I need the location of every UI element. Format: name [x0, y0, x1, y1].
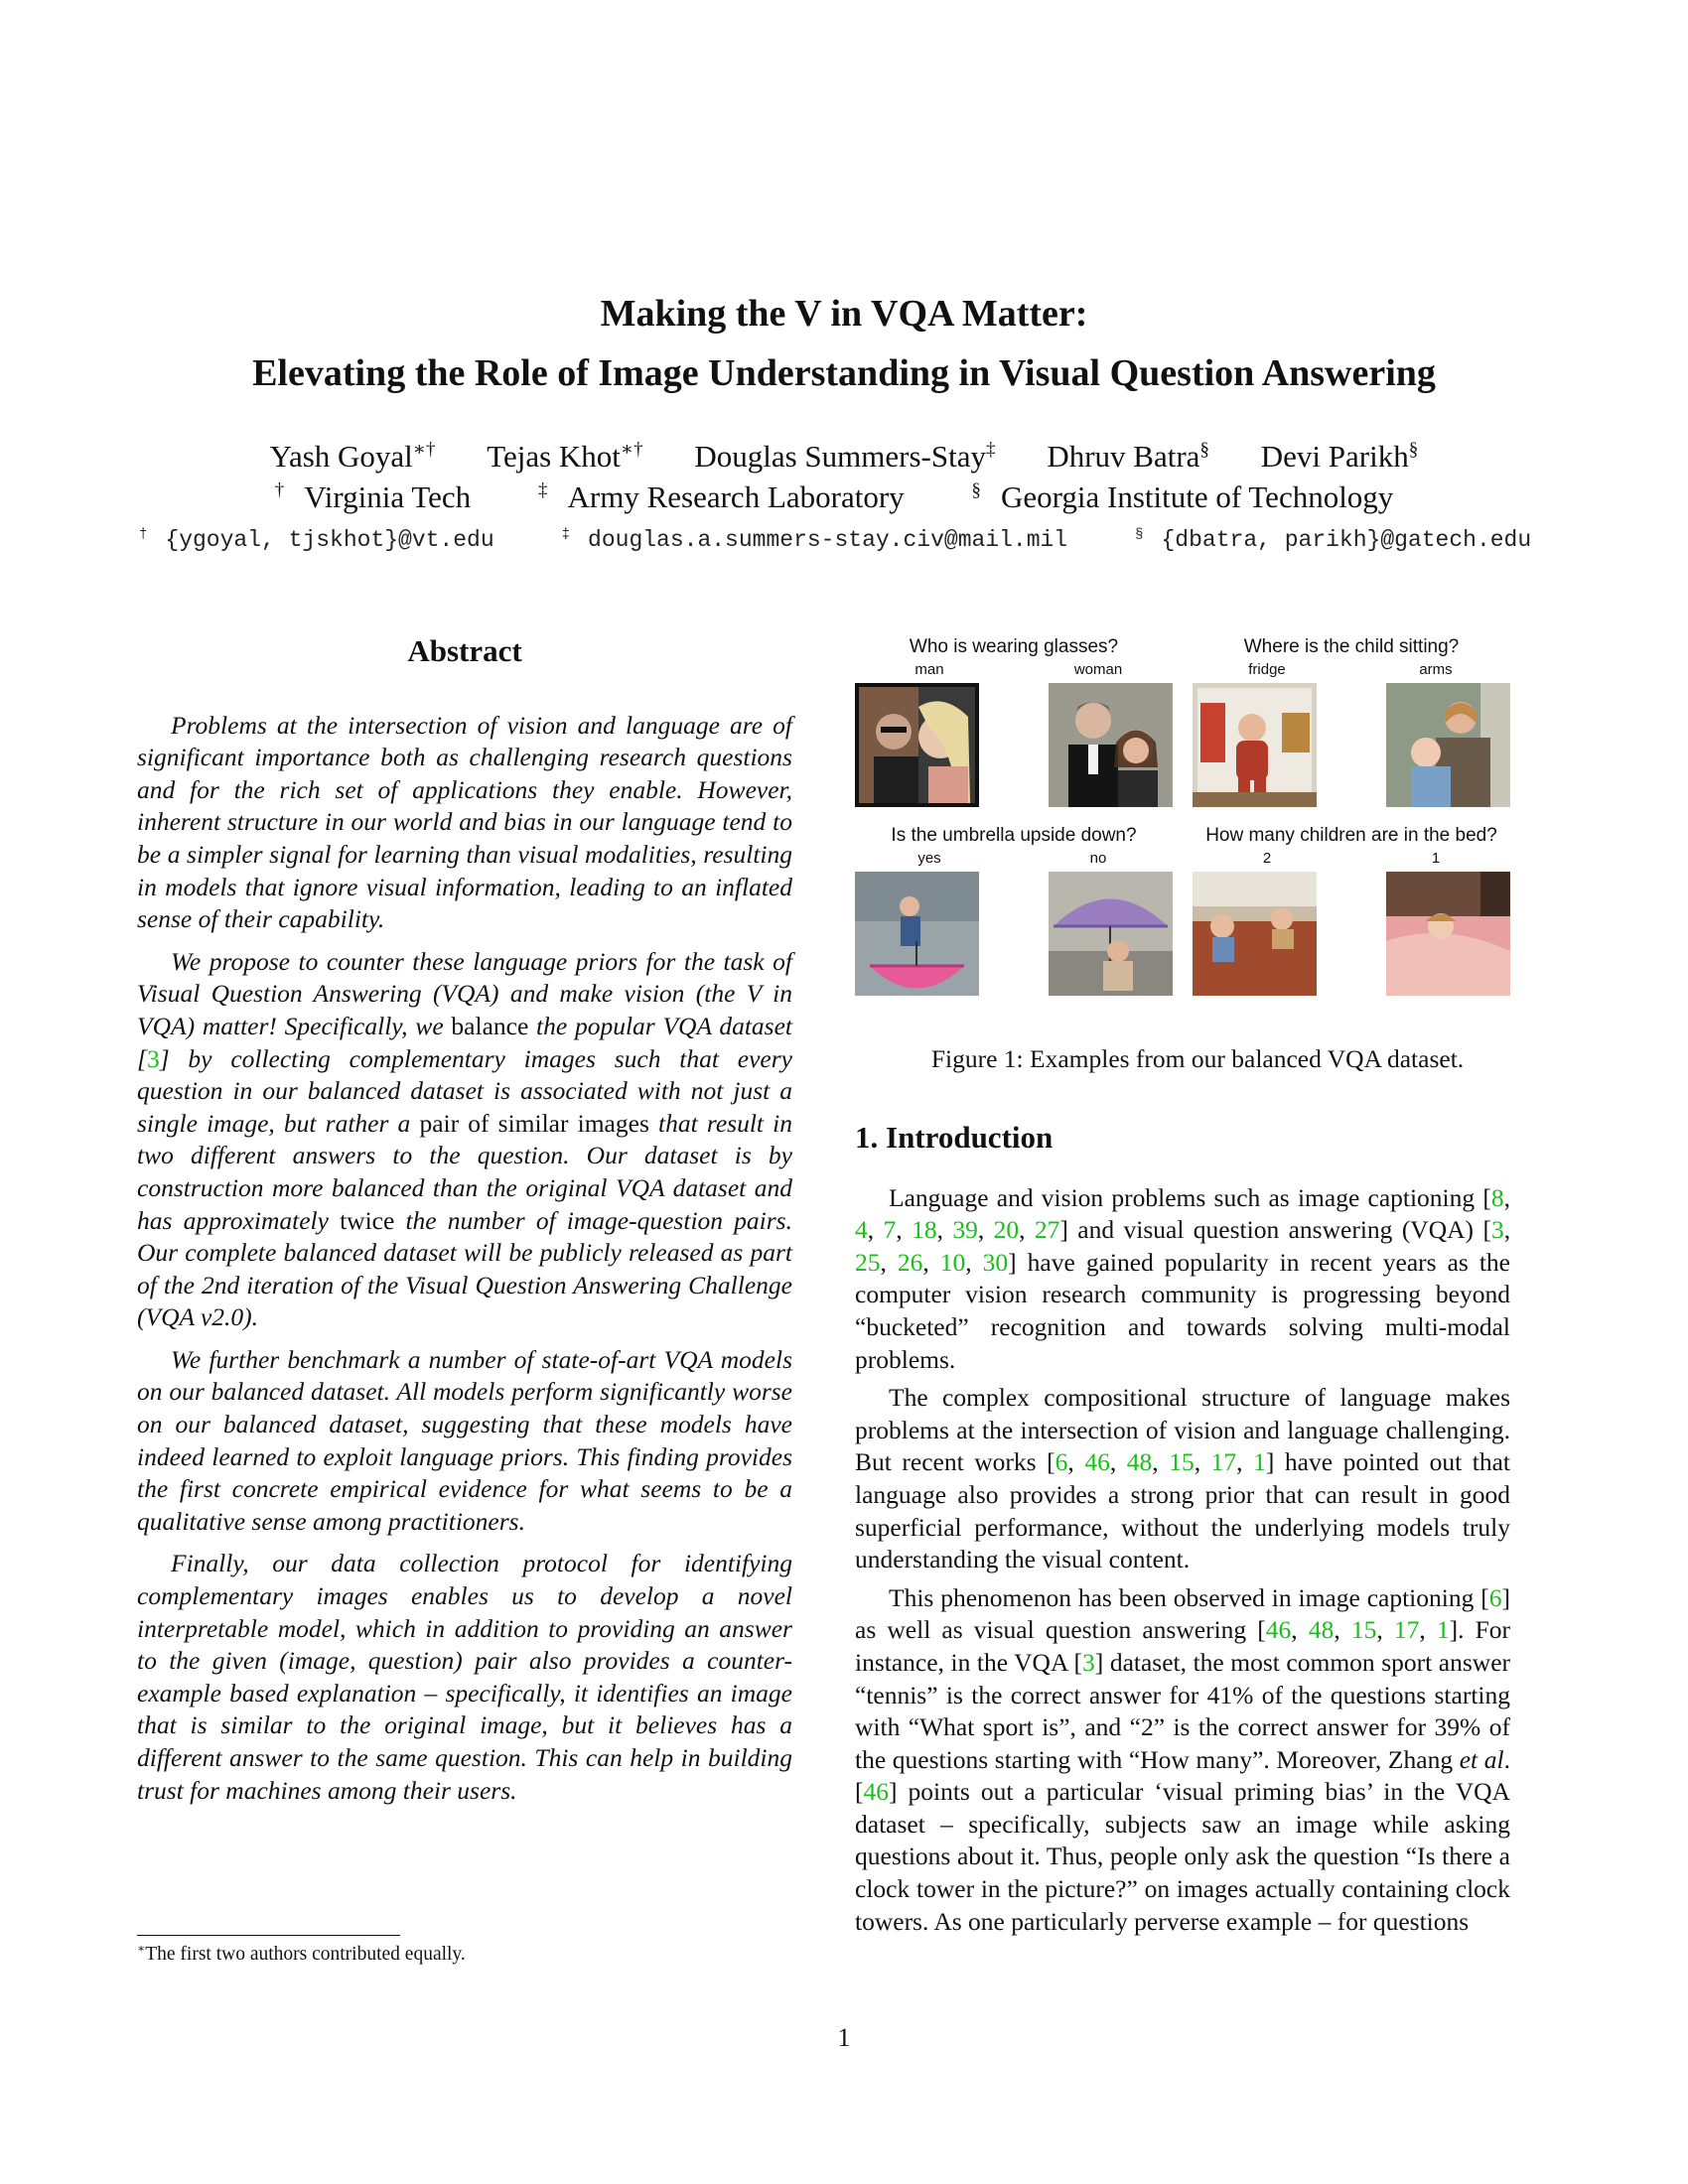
figure-question: Who is wearing glasses?	[909, 636, 1119, 657]
figure-example-child-sitting	[1193, 635, 1510, 807]
figure-example-children-bed	[1193, 824, 1510, 996]
citation-link[interactable]: 17	[1210, 1447, 1237, 1477]
citation-link[interactable]: 17	[1393, 1615, 1420, 1645]
affiliation: ‡ Army Research Laboratory	[537, 479, 905, 514]
citation-link[interactable]: 3	[146, 1043, 160, 1073]
abstract-paragraph: Finally, our data collection protocol for identifying complementary images enables us to develop a novel interpretable model, which in addition to providing an answer to the given (image, question) pair also provides a counter-example based explanation – specifically, it identifies an image that is similar to the original image, but it believes has a different answer to the same question. This can help in building trust for machines among their users.	[137, 1549, 792, 1805]
citation-link[interactable]: 8	[1490, 1182, 1504, 1212]
intro-paragraph: Language and vision problems such as image captioning [8, 4, 7, 18, 39, 20, 27] and visual question answering (VQA) [3, 25, 26, 10, 30] have gained popularity in recent years as the computer vision research community is progressing beyond “bucketed” recognition and towards solving multi-modal problems.	[855, 1182, 1511, 1374]
figure-answer: 2	[1262, 850, 1272, 867]
citation-link[interactable]: 1	[1436, 1615, 1450, 1645]
abstract-paragraph: Problems at the intersection of vision and language are of significant importance both as challenging research questions and for the rich set of applications they enable. However, inherent structure in our world and bias in our language tend to be a simpler signal for learning than visual modalities, resulting in models that ignore visual information, leading to an inflated sense of their capability.	[137, 710, 792, 934]
page-number: 1	[837, 2023, 851, 2052]
citation-link[interactable]: 25	[855, 1247, 881, 1277]
citation-link[interactable]: 48	[1126, 1447, 1153, 1477]
citation-link[interactable]: 6	[1055, 1447, 1068, 1477]
citation-link[interactable]: 48	[1308, 1615, 1335, 1645]
citation-link[interactable]: 30	[982, 1247, 1009, 1277]
citation-link[interactable]: 15	[1350, 1615, 1377, 1645]
figure-answer: arms	[1419, 661, 1453, 678]
affiliation: § Georgia Institute of Technology	[971, 479, 1394, 514]
author: Tejas Khot∗†	[487, 439, 643, 474]
figure-caption: Figure 1: Examples from our balanced VQA dataset.	[930, 1044, 1465, 1073]
citation-link[interactable]: 3	[1082, 1647, 1095, 1677]
citation-link[interactable]: 46	[1265, 1615, 1292, 1645]
email[interactable]: § {dbatra, parikh}@gatech.edu	[1134, 526, 1532, 553]
citation-link[interactable]: 15	[1169, 1447, 1195, 1477]
affiliation: † Virginia Tech	[274, 479, 472, 514]
figure-question: Is the umbrella upside down?	[891, 825, 1137, 846]
citation-link[interactable]: 18	[912, 1215, 937, 1245]
email[interactable]: ‡ douglas.a.summers-stay.civ@mail.mil	[561, 526, 1068, 553]
figure-answer: yes	[917, 850, 941, 867]
citation-link[interactable]: 46	[863, 1777, 889, 1807]
citation-link[interactable]: 7	[883, 1215, 897, 1245]
citation-link[interactable]: 4	[855, 1215, 868, 1245]
figure-answer: 1	[1431, 850, 1441, 867]
photo-umbrella-upside-down	[855, 872, 979, 996]
citation-link[interactable]: 6	[1488, 1582, 1502, 1612]
figure-example-glasses	[855, 635, 1173, 807]
citation-link[interactable]: 1	[1253, 1447, 1266, 1477]
figure-question: Where is the child sitting?	[1243, 636, 1460, 657]
photo-prom-couple	[1049, 683, 1173, 807]
figure-answer: man	[914, 661, 944, 678]
author: Yash Goyal∗†	[269, 439, 436, 474]
citation-link[interactable]: 10	[939, 1247, 966, 1277]
citation-link[interactable]: 20	[993, 1215, 1020, 1245]
email-list	[0, 524, 1688, 556]
citation-link[interactable]: 3	[1490, 1215, 1504, 1245]
title-line-1: Making the V in VQA Matter:	[600, 293, 1088, 335]
author: Douglas Summers-Stay‡	[694, 439, 996, 474]
abstract-paragraph: We further benchmark a number of state-of-art VQA models on our balanced dataset. All models perform significantly worse on our balanced dataset, suggesting that these models have indeed learned to exploit language priors. This finding provides the first concrete empirical evidence for what seems to be a qualitative sense among practitioners.	[137, 1344, 792, 1536]
photo-child-in-fridge	[1193, 683, 1317, 807]
citation-link[interactable]: 46	[1084, 1447, 1110, 1477]
figure-question: How many children are in the bed?	[1205, 825, 1497, 846]
citation-link[interactable]: 26	[897, 1247, 923, 1277]
citation-link[interactable]: 39	[952, 1215, 978, 1245]
photo-umbrella-upright	[1049, 872, 1173, 996]
author-list	[0, 437, 1688, 477]
section-heading: 1. Introduction	[855, 1120, 1054, 1155]
title-line-2: Elevating the Role of Image Understanding in Visual Question Answering	[252, 352, 1436, 394]
photo-couple-glasses	[855, 683, 979, 807]
footnote-divider	[137, 1935, 400, 1936]
figure-example-umbrella	[855, 824, 1173, 996]
photo-two-children-bed	[1193, 872, 1317, 996]
affiliation-list	[0, 478, 1688, 517]
author: Dhruv Batra§	[1047, 439, 1210, 474]
footnote: ∗The first two authors contributed equally.	[137, 1941, 466, 1965]
figure-answer: woman	[1073, 661, 1123, 678]
abstract-paragraph: We propose to counter these language priors for the task of Visual Question Answering (VQA) and make vision (the V in VQA) matter! Specifically, we balance the popular VQA dataset [3] by collecting complementary images such that every question in our balanced dataset is associated with not just a single image, but rather a pair of similar images that result in two different answers to the question. Our dataset is by construction more balanced than the original VQA dataset and has approximately twice the number of image-question pairs. Our complete balanced dataset will be publicly released as part of the 2nd iteration of the Visual Question Answering Challenge (VQA v2.0).	[137, 946, 792, 1332]
photo-child-in-arms	[1386, 683, 1510, 807]
figure-answer: no	[1089, 850, 1107, 867]
intro-paragraph: This phenomenon has been observed in image captioning [6] as well as visual question answering [46, 48, 15, 17, 1]. For instance, in the VQA [3] dataset, the most common sport answer “tennis” is the correct answer for 41% of the questions starting with “What sport is”, and “2” is the correct answer for 39% of the questions starting with “How many”. Moreover, Zhang et al. [46] points out a particular ‘visual priming bias’ in the VQA dataset – specifically, subjects saw an image while asking questions about it. Thus, people only ask the question “Is there a clock tower in the picture?” on images actually containing clock towers. As one particularly perverse example – for questions	[855, 1582, 1511, 1936]
abstract-heading: Abstract	[407, 633, 522, 668]
citation-link[interactable]: 27	[1034, 1215, 1060, 1245]
figure-1	[855, 635, 1540, 1072]
intro-paragraph: The complex compositional structure of language makes problems at the intersection of vision and language challenging. But recent works [6, 46, 48, 15, 17, 1] have pointed out that language also provides a strong prior that can result in good superficial performance, without the underlying models truly understanding the visual content.	[855, 1383, 1511, 1574]
abstract-section	[137, 635, 792, 1817]
email[interactable]: † {ygoyal, tjskhot}@vt.edu	[138, 526, 494, 553]
figure-answer: fridge	[1248, 661, 1286, 678]
author: Devi Parikh§	[1260, 439, 1419, 474]
paper-title	[0, 284, 1688, 403]
introduction-section	[855, 1122, 1510, 1944]
photo-one-child-bed	[1386, 872, 1510, 996]
